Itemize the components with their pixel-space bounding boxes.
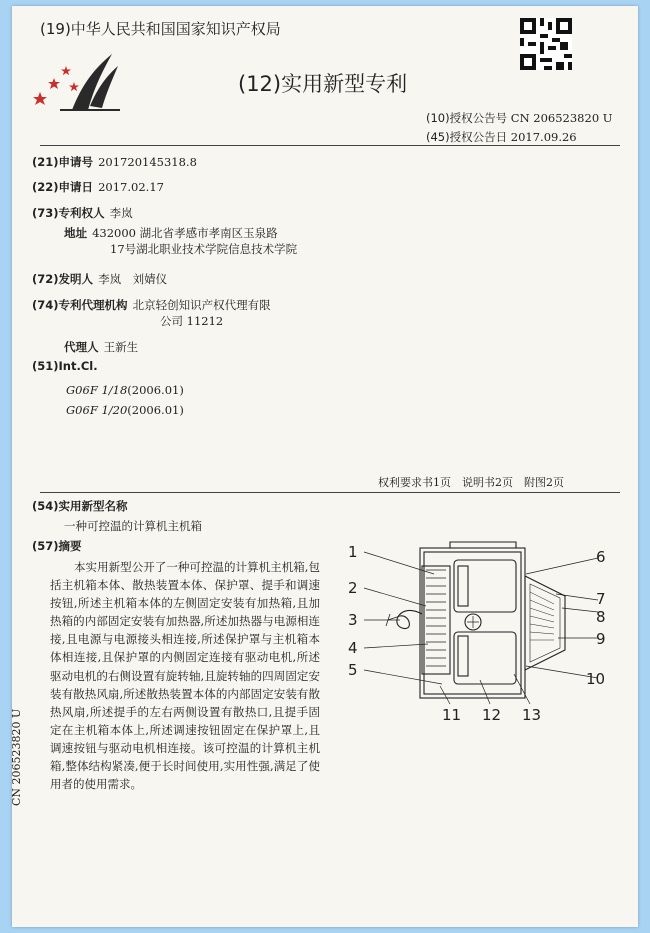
agent: 王新生 <box>103 340 139 354</box>
intcl-code: G06F 1/18 <box>66 383 128 397</box>
figure-label: 11 <box>442 706 462 724</box>
figure-label: 4 <box>348 639 358 657</box>
inventor-label: (72)发明人 <box>32 272 94 286</box>
agency-label: (74)专利代理机构 <box>32 298 128 312</box>
handle <box>450 542 516 548</box>
inventors: 李岚 刘婧仪 <box>98 272 168 286</box>
utility-model-name-label: (54)实用新型名称 <box>32 499 128 513</box>
chassis-body <box>420 548 525 698</box>
power-cable <box>397 610 422 628</box>
fan-slot-top <box>458 566 468 606</box>
agent-label: 代理人 <box>64 340 99 354</box>
side-publication-code: CN 206523820 U <box>10 708 23 806</box>
intcl-row <box>66 379 184 398</box>
address-line-2: 17号湖北职业技术学院信息技术学院 <box>110 242 298 256</box>
protective-cover <box>525 576 565 670</box>
abstract-figure <box>330 534 626 734</box>
figure-label: 13 <box>522 706 542 724</box>
page-count-info: 权利要求书1页 说明书2页 附图2页 <box>378 476 564 489</box>
application-number: 201720145318.8 <box>98 155 197 169</box>
address-label: 地址 <box>64 226 87 240</box>
intcl-version: (2006.01) <box>127 403 184 417</box>
abstract-label: (57)摘要 <box>32 539 82 553</box>
figure-label: 6 <box>596 548 606 566</box>
intcl-label: (51)Int.Cl. <box>32 359 98 373</box>
utility-model-name: 一种可控温的计算机主机箱 <box>64 519 202 533</box>
publication-date: 2017.09.26 <box>510 130 577 144</box>
intcl-version: (2006.01) <box>127 383 184 397</box>
agency-line-1: 北京轻创知识产权代理有限 <box>132 298 271 312</box>
figure-label: 10 <box>586 670 606 688</box>
figure-label: 5 <box>348 661 358 679</box>
publication-number-label: (10)授权公告号 <box>426 111 508 125</box>
fan-slot-bottom <box>458 636 468 676</box>
document-type-title: (12)实用新型专利 <box>238 72 408 96</box>
abstract-text: 本实用新型公开了一种可控温的计算机主机箱,包括主机箱本体、散热装置本体、保护罩、提手和调速按钮,所述主机箱本体的左侧固定安装有加热箱,且加热箱的内部固定安装有加热器,所述加热器与电源相连接,且电源与电源接头相连接,所述保护罩与主机箱本体相连接,且保护罩的内侧固定连接有驱动电机,所述驱动电机的右侧设置有旋转轴,且旋转轴的四周固定安装有散热风扇,所述散热装置本体的内部固定安装有散热风扇,所述提手的左右两侧设置有散热口,且提手固定在主机箱本体上,所述调速按钮固定在保护罩上,且调速按钮与驱动电机相连接。该可控温的计算机主机箱,整体结构紧凑,便于长时间使用,实用性强,满足了使用者的使用需求。 <box>50 560 320 792</box>
application-date-label: (22)申请日 <box>32 180 94 194</box>
figure-label: 7 <box>596 590 606 608</box>
publication-date-label: (45)授权公告日 <box>426 130 508 144</box>
agency-line-2: 公司 11212 <box>160 314 224 328</box>
application-number-label: (21)申请号 <box>32 155 94 169</box>
patentee: 李岚 <box>109 206 133 220</box>
qr-code <box>520 18 572 70</box>
figure-label: 12 <box>482 706 502 724</box>
patent-page <box>12 6 638 927</box>
figure-label: 1 <box>348 543 358 561</box>
figure-label: 3 <box>348 611 358 629</box>
figure-label: 9 <box>596 630 606 648</box>
figure-label: 8 <box>596 608 606 626</box>
application-date: 2017.02.17 <box>98 180 164 194</box>
header-divider <box>40 145 620 146</box>
section-divider <box>40 492 620 493</box>
publication-number: CN 206523820 U <box>510 111 613 125</box>
cnipa-logo <box>32 48 122 114</box>
office-name: (19)中华人民共和国国家知识产权局 <box>40 20 281 38</box>
intcl-code: G06F 1/20 <box>66 403 128 417</box>
figure-label: 2 <box>348 579 358 597</box>
intcl-row <box>66 399 184 418</box>
address-line-1: 432000 湖北省孝感市孝南区玉泉路 <box>92 226 278 240</box>
patentee-label: (73)专利权人 <box>32 206 105 220</box>
